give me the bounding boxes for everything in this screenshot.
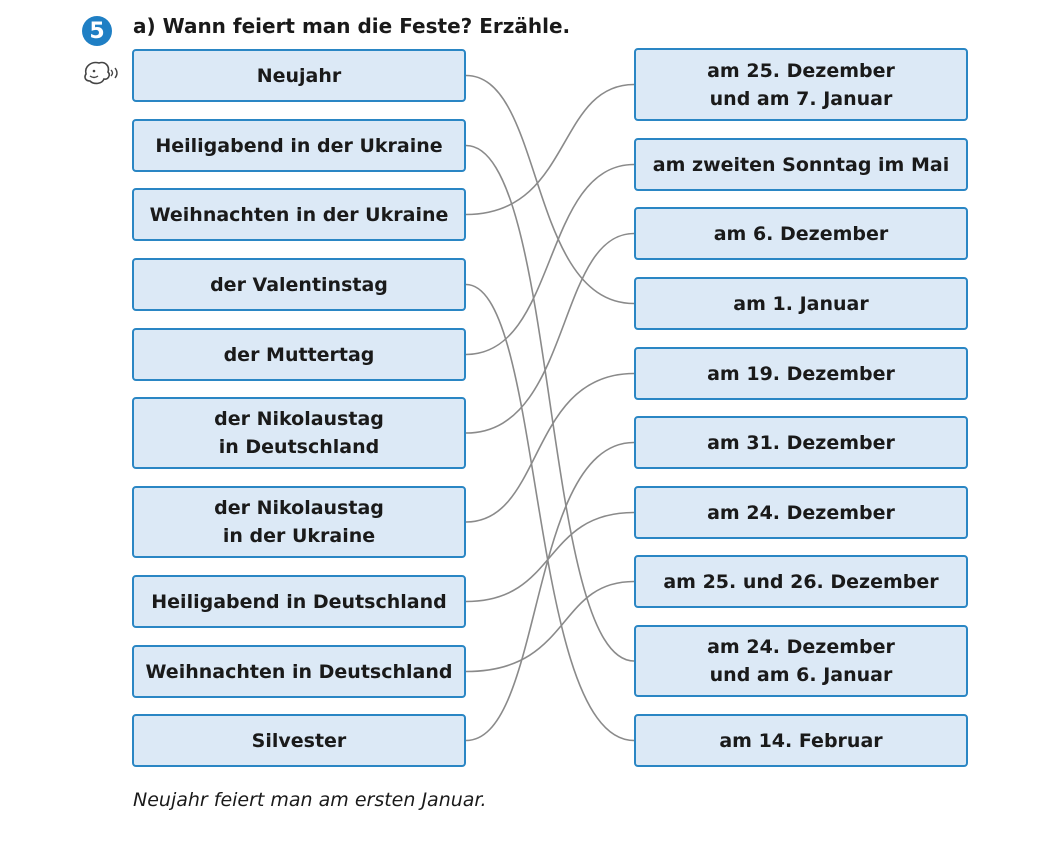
- exercise-number-badge: 5: [82, 16, 112, 46]
- right-item-24-dez[interactable]: am 24. Dezember: [634, 486, 968, 539]
- match-line: [466, 443, 634, 741]
- right-item-31-dez[interactable]: am 31. Dezember: [634, 416, 968, 469]
- left-item-heiligabend-deutschland[interactable]: Heiligabend in Deutschland: [132, 575, 466, 628]
- exercise-title: a) Wann feiert man die Feste? Erzähle.: [133, 14, 571, 38]
- left-item-heiligabend-ukraine[interactable]: Heiligabend in der Ukraine: [132, 119, 466, 172]
- left-item-muttertag[interactable]: der Muttertag: [132, 328, 466, 381]
- right-item-25-26-dez[interactable]: am 25. und 26. Dezember: [634, 555, 968, 608]
- speaking-person-icon: [80, 58, 122, 90]
- right-item-19-dez[interactable]: am 19. Dezember: [634, 347, 968, 400]
- right-item-1-jan[interactable]: am 1. Januar: [634, 277, 968, 330]
- right-item-14-feb[interactable]: am 14. Februar: [634, 714, 968, 767]
- left-item-silvester[interactable]: Silvester: [132, 714, 466, 767]
- left-item-nikolaustag-ukraine[interactable]: der Nikolaustag in der Ukraine: [132, 486, 466, 558]
- match-line: [466, 582, 634, 672]
- match-line: [466, 234, 634, 434]
- left-item-weihnachten-ukraine[interactable]: Weihnachten in der Ukraine: [132, 188, 466, 241]
- right-item-25-dez-7-jan[interactable]: am 25. Dezember und am 7. Januar: [634, 48, 968, 121]
- match-line: [466, 85, 634, 215]
- left-item-nikolaustag-deutschland[interactable]: der Nikolaustag in Deutschland: [132, 397, 466, 469]
- right-item-24-dez-6-jan[interactable]: am 24. Dezember und am 6. Januar: [634, 625, 968, 697]
- left-item-weihnachten-deutschland[interactable]: Weihnachten in Deutschland: [132, 645, 466, 698]
- match-line: [466, 285, 634, 741]
- left-item-valentinstag[interactable]: der Valentinstag: [132, 258, 466, 311]
- example-sentence: Neujahr feiert man am ersten Januar.: [133, 789, 487, 811]
- match-line: [466, 146, 634, 662]
- left-item-neujahr[interactable]: Neujahr: [132, 49, 466, 102]
- match-line: [466, 165, 634, 355]
- right-item-zweiten-sonntag-mai[interactable]: am zweiten Sonntag im Mai: [634, 138, 968, 191]
- match-line: [466, 374, 634, 523]
- match-line: [466, 76, 634, 304]
- match-line: [466, 513, 634, 602]
- right-item-6-dez[interactable]: am 6. Dezember: [634, 207, 968, 260]
